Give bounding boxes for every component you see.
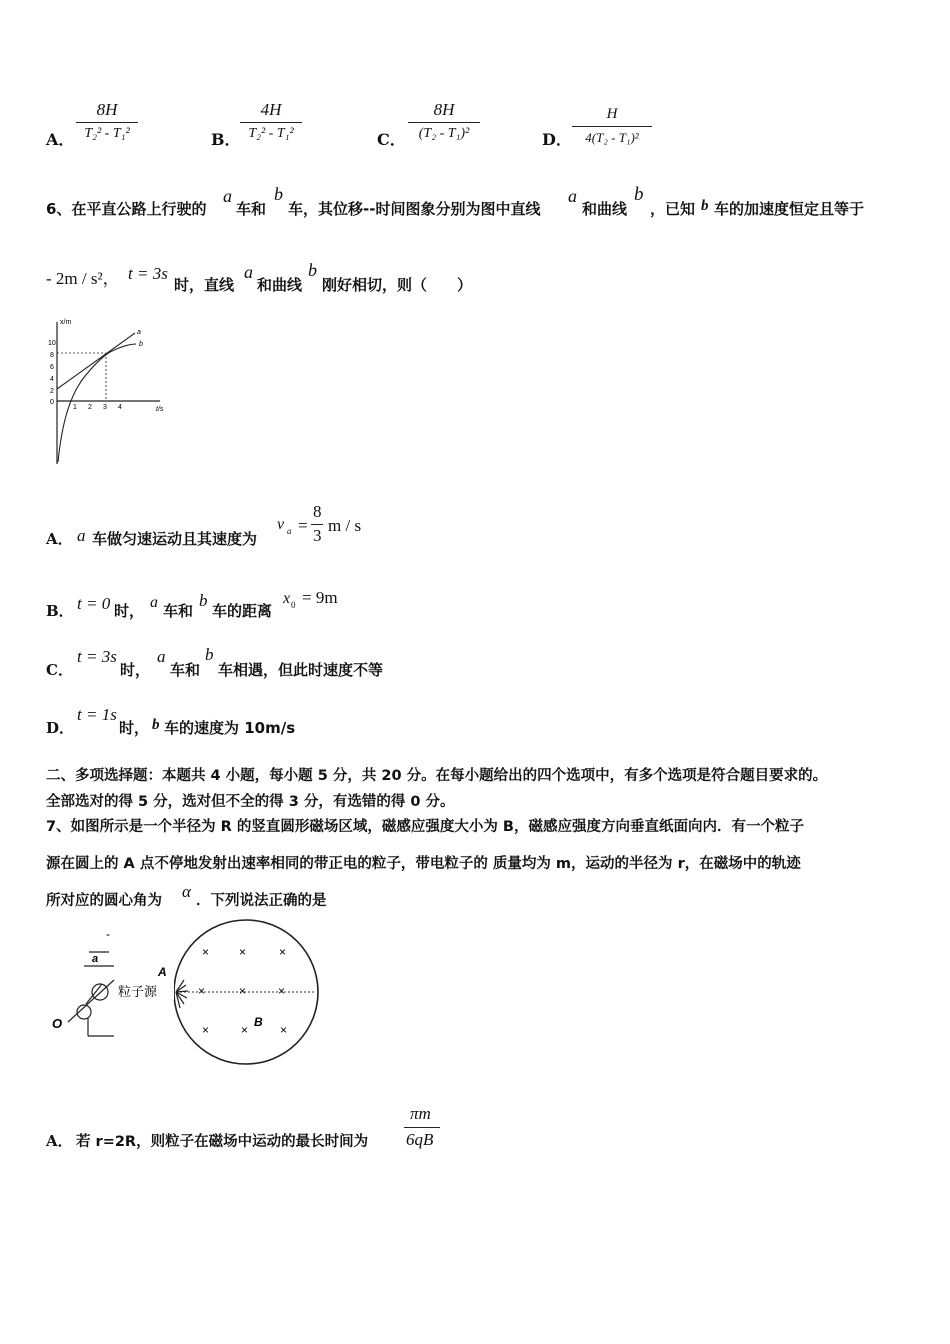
graph-xtick-3: 3 — [103, 404, 107, 411]
q6-option-b — [46, 586, 446, 622]
q6-option-c-var-a: a — [157, 647, 166, 666]
q7-option-a-num: πm — [410, 1104, 431, 1123]
q6-option-c-label: C． — [46, 661, 73, 679]
q6-option-a-unit: m / s — [328, 516, 362, 535]
q6-option-b-label: B． — [46, 602, 74, 620]
q6-option-b-var-a: a — [150, 594, 158, 611]
q5-option-a-fraction — [76, 100, 138, 143]
graph-line-a — [57, 333, 135, 389]
q6-text-4: 和曲线 — [582, 200, 628, 218]
q6-var-a-2: a — [568, 186, 577, 206]
graph-xtick-2: 2 — [88, 404, 92, 411]
field-cross: × — [202, 1023, 210, 1037]
point-o-label: O — [52, 1016, 63, 1031]
q7-stem-line3 — [46, 884, 446, 914]
field-cross: × — [280, 1023, 288, 1037]
field-cross: × — [279, 945, 287, 959]
q6-var-b-3: b — [701, 198, 709, 214]
q5-option-d-numerator: H — [606, 106, 618, 122]
q6-option-a-text: 车做匀速运动且其速度为 — [92, 530, 258, 548]
q7-line3-text-a: 所对应的圆心角为 — [46, 893, 162, 909]
q6-option-a-label: A． — [46, 530, 73, 548]
q7-option-a — [46, 1102, 466, 1158]
field-cross: × — [202, 945, 210, 959]
q5-option-c-fraction — [408, 100, 480, 143]
q6-text-2: 车和 — [236, 200, 267, 218]
point-a-label: A — [158, 965, 167, 979]
q5-option-d-fraction — [572, 104, 652, 147]
q5-option-b-label: B． — [211, 130, 241, 149]
q6-var-a-3: a — [244, 262, 253, 282]
graph-xtick-4: 4 — [118, 404, 122, 411]
q5-option-c-denominator: (T₂ - T₁)² — [418, 126, 470, 141]
field-cross: × — [239, 945, 247, 959]
q6-option-a-den: 3 — [313, 526, 322, 545]
q5-option-b-fraction — [240, 100, 302, 143]
q6-time: t = 3s — [128, 264, 168, 283]
q7-option-a-label: A． — [46, 1132, 73, 1150]
q6-text-1: 6、在平直公路上行驶的 — [46, 200, 207, 218]
q6-option-c-var-b: b — [205, 645, 214, 664]
q6-option-d — [46, 703, 446, 739]
q7-stem-line2: 源在圆上的 A 点不停地发射出速率相同的带正电的粒子，带电粒子的 质量均为 m，运动的半径为 r，在磁场中的轨迹 — [46, 856, 801, 872]
field-cross: × — [278, 984, 286, 998]
particle-source-label: 粒子源 — [118, 984, 158, 999]
q6-option-a-v: v — [277, 516, 285, 533]
q7-magnetic-field-diagram — [44, 918, 324, 1078]
emission-arrows — [176, 980, 188, 1008]
q6-stem-line2 — [46, 262, 646, 298]
q6-option-b-x: x — [283, 590, 291, 607]
graph-ytick-0: 0 — [50, 399, 54, 406]
q6-var-b: b — [274, 184, 283, 204]
q5-option-b-numerator: 4H — [260, 100, 282, 119]
graph-ytick-8: 8 — [50, 352, 54, 359]
q6-option-c — [46, 645, 446, 681]
graph-ytick-10: 10 — [48, 340, 56, 347]
q5-option-a-numerator: 8H — [96, 100, 118, 119]
field-cross: × — [198, 984, 206, 998]
q5-option-a-denominator: T₂² - T₁² — [84, 126, 130, 141]
graph-ylabel: x/m — [60, 319, 72, 326]
q6-text-6: 车的加速度恒定且等于 — [714, 200, 865, 218]
q6-option-c-t: t = 3s — [77, 647, 117, 666]
q6-option-b-text3: 车的距离 — [212, 602, 273, 620]
label-a: a — [92, 953, 99, 965]
graph-ytick-2: 2 — [50, 388, 54, 395]
point-b-label: B — [254, 1015, 263, 1029]
q6-text-5: ，已知 — [650, 200, 696, 218]
q5-option-d-denominator: 4(T₂ - T₁)² — [585, 130, 639, 145]
q6-text-9: 刚好相切，则（ ） — [322, 276, 473, 294]
graph-label-a: a — [137, 329, 141, 336]
q6-text-3: 车，其位移--时间图象分别为图中直线 — [288, 200, 541, 218]
q6-var-a: a — [223, 186, 232, 206]
q6-var-b-2: b — [634, 184, 644, 205]
graph-ytick-6: 6 — [50, 364, 54, 371]
q7-alpha: α — [182, 882, 191, 901]
q6-option-d-text2: 车的速度为 10m/s — [164, 719, 296, 737]
q6-option-a-var: a — [77, 526, 86, 545]
q6-option-a-num: 8 — [313, 502, 322, 521]
graph-xtick-1: 1 — [73, 404, 77, 411]
q6-option-d-text1: 时， — [119, 719, 150, 737]
q6-option-b-text2: 车和 — [163, 602, 194, 620]
graph-xlabel: t/s — [156, 406, 164, 413]
q6-option-c-text3: 车相遇，但此时速度不等 — [218, 661, 384, 679]
graph-curve-b — [58, 344, 136, 462]
q6-stem-line1 — [46, 186, 926, 226]
field-cross: × — [241, 1023, 249, 1037]
q6-text-7: 时，直线 — [174, 276, 235, 294]
graph-ytick-4: 4 — [50, 376, 54, 383]
section2-line1: 二、多项选择题：本题共 4 小题，每小题 5 分，共 20 分。在每小题给出的四个选项中，有多个选项是符合题目要求的。 — [46, 768, 828, 784]
q6-acceleration: - 2m / s²， — [46, 269, 120, 288]
q5-option-a-label: A． — [46, 130, 75, 149]
minus-sign: - — [106, 927, 110, 941]
q7-stem-line1: 7、如图所示是一个半径为 R 的竖直圆形磁场区域，磁感应强度大小为 B，磁感应强度方向垂直纸面向内．有一个粒子 — [46, 819, 804, 835]
q7-option-a-den: 6qB — [406, 1130, 434, 1149]
q6-xt-graph — [40, 312, 180, 472]
section2-line2: 全部选对的得 5 分，选对但不全的得 3 分，有选错的得 0 分。 — [46, 794, 455, 810]
field-cross: × — [239, 984, 247, 998]
graph-label-b: b — [139, 341, 143, 348]
q6-option-b-xsub: 0 — [291, 600, 296, 610]
q5-option-b-denominator: T₂² - T₁² — [248, 126, 294, 141]
q6-option-a-eq: = — [298, 516, 308, 535]
q6-option-c-text2: 车和 — [170, 661, 201, 679]
q6-option-a — [46, 502, 446, 552]
q5-option-d-label: D． — [542, 130, 572, 149]
q6-option-b-t: t = 0 — [77, 594, 111, 613]
q6-text-8: 和曲线 — [257, 276, 303, 294]
q6-option-d-label: D． — [46, 719, 75, 737]
q6-option-c-text1: 时， — [120, 661, 151, 679]
q7-option-a-text: 若 r=2R，则粒子在磁场中运动的最长时间为 — [76, 1134, 369, 1150]
q6-option-a-vsub: a — [287, 526, 292, 536]
q6-option-b-var-b: b — [199, 591, 208, 610]
q7-line3-text-b: ．下列说法正确的是 — [196, 893, 327, 909]
q6-var-b-4: b — [308, 260, 317, 280]
q6-option-d-t: t = 1s — [77, 705, 117, 724]
q6-option-d-var-b: b — [152, 717, 160, 733]
q5-option-c-numerator: 8H — [433, 100, 455, 119]
q5-option-c-label: C． — [377, 130, 406, 149]
q6-option-b-text1: 时， — [114, 602, 145, 620]
q6-option-b-value: = 9m — [302, 588, 338, 607]
